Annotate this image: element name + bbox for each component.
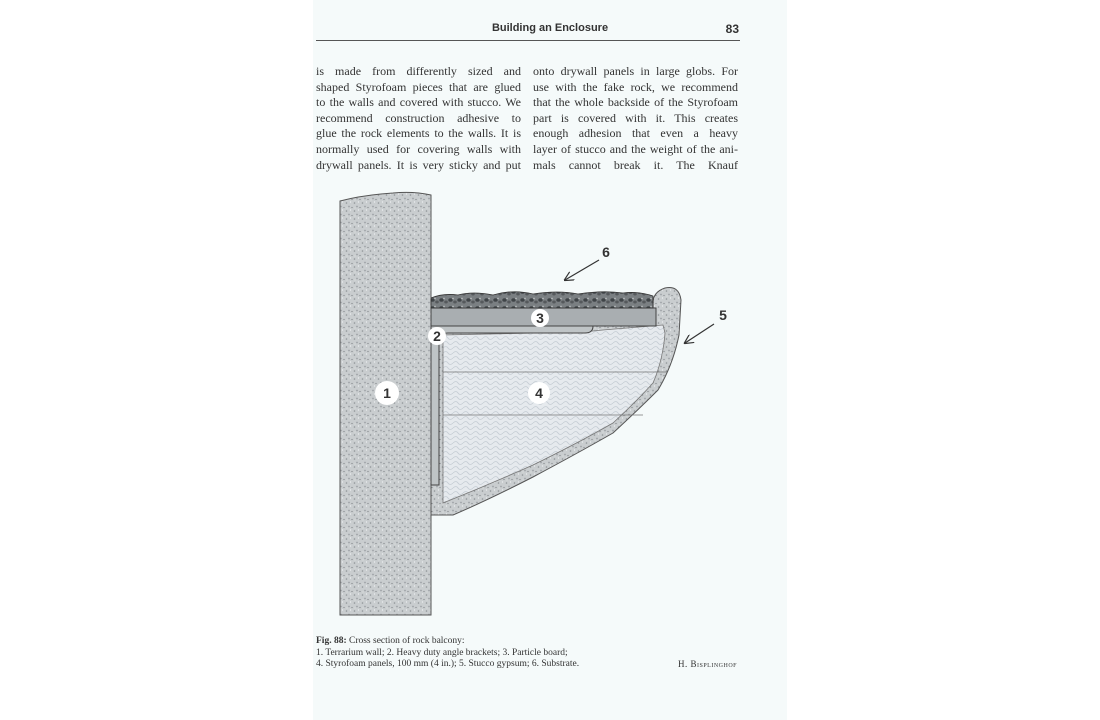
caption-label: Fig. 88: [316,636,347,646]
text-column-right [533,64,738,173]
caption-title: Cross section of rock balcony: [346,636,465,646]
text-line: shaped Styrofoam pieces that are glued [316,79,521,94]
label-3 [531,309,549,327]
figure-label-text: 3 [536,310,544,326]
text-line: use with the fake rock, we recommend [533,79,738,94]
cross-section-figure [313,185,787,625]
header-rule [316,40,740,41]
text-line: layer of stucco and the weight of the ani- [533,141,738,156]
running-header-title: Building an Enclosure [491,22,609,34]
text-line: part is covered with it. This creates [533,110,738,125]
text-line: that the whole backside of the Styrofoam [533,95,738,110]
page-number: 83 [725,22,739,36]
label-2 [428,327,446,345]
text-line: to the walls and covered with stucco. We [316,95,521,110]
text-line: enough adhesion that even a heavy [533,126,738,141]
figure-credit: H. Bisplinghof [677,659,737,669]
text-line: drywall panels. It is very sticky and put [316,157,521,172]
caption-line-2: 1. Terrarium wall; 2. Heavy duty angle brackets; 3. Particle board; [316,647,568,658]
text-line: normally used for covering walls with [316,141,521,156]
arrow-6 [565,260,599,280]
substrate-gravel [431,292,653,308]
caption-line-3: 4. Styrofoam panels, 100 mm (4 in.); 5. Stucco gypsum; 6. Substrate. [316,659,580,669]
label-4 [528,382,550,404]
text-line: is made from differently sized and [316,64,521,78]
text-line: glue the rock elements to the walls. It is [316,126,521,141]
book-page [313,0,787,720]
caption-line-1 [316,636,740,648]
label-5: 5 [719,307,727,323]
arrow-5 [685,324,714,343]
label-1 [375,381,399,405]
text-line: mals cannot break it. The Knauf [533,157,738,172]
text-line: recommend construction adhesive to [316,110,521,125]
text-line: onto drywall panels in large globs. For [533,64,738,78]
figure-label-text: 2 [433,328,441,344]
figure-label-text: 1 [383,385,391,401]
text-column-left [316,64,521,173]
figure-caption [316,636,740,671]
label-6: 6 [602,244,610,260]
figure-label-text: 4 [535,385,543,401]
